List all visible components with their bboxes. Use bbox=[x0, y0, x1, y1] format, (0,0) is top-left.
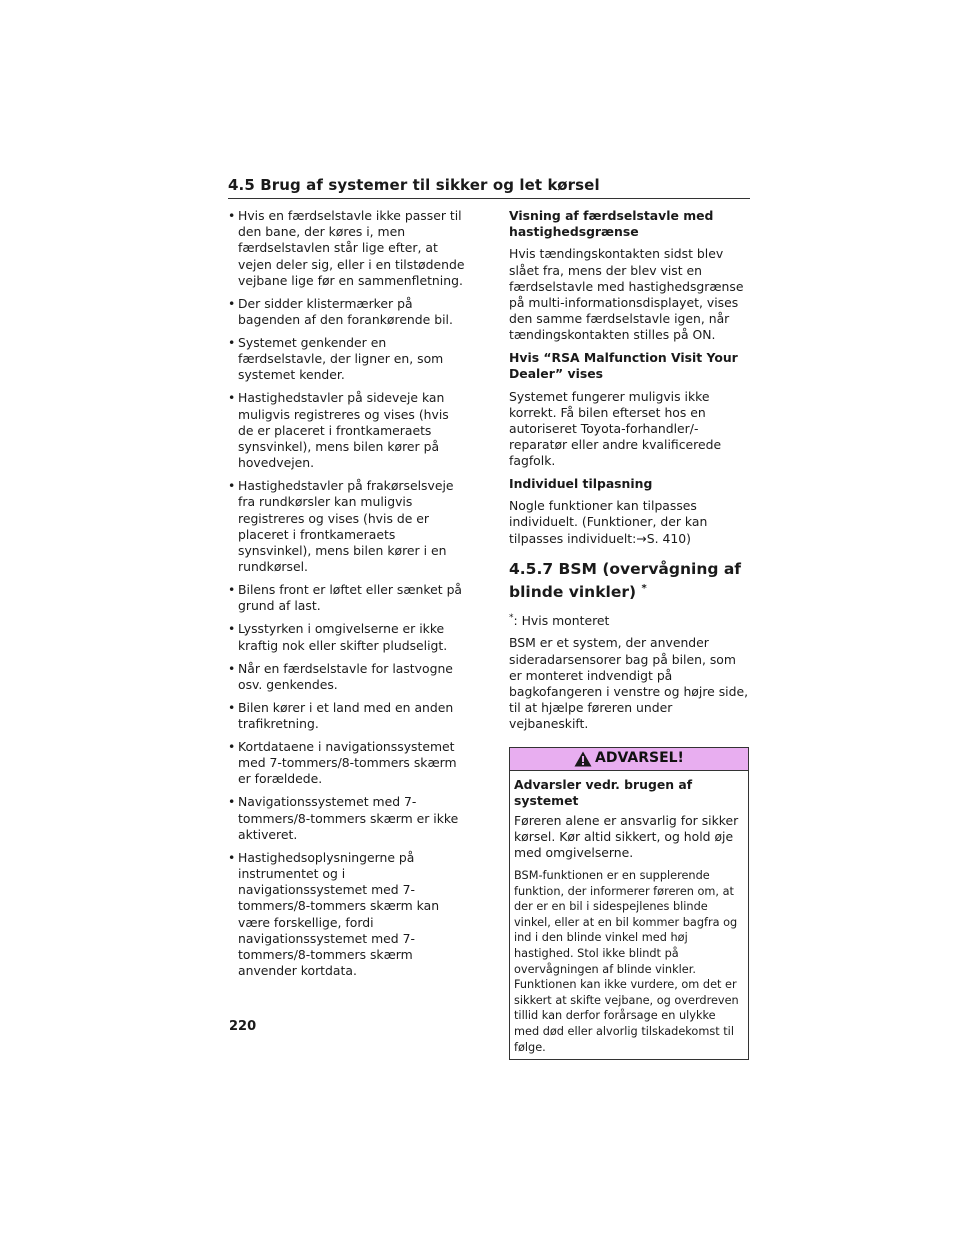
paragraph-customization: Nogle funktioner kan tilpasses individuelt. (Funktioner, der kan tilpasses individuelt:→S. 410) bbox=[509, 498, 708, 546]
condition-list bbox=[228, 208, 468, 980]
left-column bbox=[228, 208, 468, 986]
warning-body bbox=[510, 771, 748, 1060]
section-title-text: 4.5.7 BSM (overvågning af blinde vinkler) bbox=[509, 559, 742, 602]
subheading-customization: Individuel tilpasning bbox=[509, 476, 653, 492]
warning-label: ADVARSEL! bbox=[595, 750, 684, 767]
list-item: • Der sidder klistermærker på bagenden af den forankørende bil. bbox=[228, 296, 468, 328]
subheading-speed-sign: Visning af færdselstavle med hastighedsgrænse bbox=[509, 208, 714, 240]
warning-icon bbox=[574, 751, 592, 767]
list-item: • Kortdataene i navigationssystemet med 7-tommers/8-tommers skærm er forældede. bbox=[228, 739, 468, 788]
right-column bbox=[509, 208, 749, 1060]
list-item: • Hastighedstavler på sideveje kan muligvis registreres og vises (hvis de er placeret i frontkameraets synsvinkel), mens bilen kører på hovedvejen. bbox=[228, 390, 468, 471]
paragraph-malfunction: Systemet fungerer muligvis ikke korrekt. Få bilen efterset hos en autoriseret Toyota-forhandler/-reparatør eller andre kvalificerede fagfolk. bbox=[509, 388, 722, 469]
list-item: • Navigationssystemet med 7-tommers/8-tommers skærm er ikke aktiveret. bbox=[228, 794, 468, 843]
list-item: • Lysstyrken i omgivelserne er ikke kraftig nok eller skifter pludseligt. bbox=[228, 621, 468, 653]
footnote-star: * bbox=[509, 613, 514, 624]
section-header: 4.5 Brug af systemer til sikker og let kørsel bbox=[228, 176, 750, 199]
footnote bbox=[509, 610, 749, 629]
paragraph-bsm-intro: BSM er et system, der anvender sideradarsensorer bag på bilen, som er monteret indvendigt på bagkofangeren i venstre og højre side, til at hjælpe føreren under vejbaneskift. bbox=[509, 635, 749, 732]
footnote-text: : Hvis monteret bbox=[513, 613, 610, 629]
list-item: • Bilens front er løftet eller sænket på grund af last. bbox=[228, 582, 468, 614]
warning-heading: Advarsler vedr. brugen af systemet bbox=[514, 776, 693, 808]
page-number: 220 bbox=[229, 1019, 257, 1034]
section-title-bsm bbox=[509, 559, 749, 602]
warning-box bbox=[509, 747, 749, 1061]
list-item: • Hastighedstavler på frakørselsveje fra rundkørsler kan muligvis registreres og vises (hvis de er placeret i frontkameraets synsvinkel), mens bilen kører i en rundkørsel. bbox=[228, 478, 468, 575]
list-item: • Hastighedsoplysningerne på instrumentet og i navigationssystemet med 7-tommers/8-tommers skærm kan være forskellige, fordi navigationssystemet med 7-tommers/8-tommers skærm anvender kortdata. bbox=[228, 850, 468, 980]
list-item: • Bilen kører i et land med en anden trafikretning. bbox=[228, 700, 468, 732]
paragraph-speed-sign: Hvis tændingskontakten sidst blev slået fra, mens der blev vist en færdselstavle med hastighedsgrænse på multi-informationsdisplayet, vises den samme færdselstavle igen, når tændingskontakten stilles på ON. bbox=[509, 246, 744, 343]
list-item: • Hvis en færdselstavle ikke passer til den bane, der køres i, men færdselstavlen står lige efter, at vejen deler sig, eller i en tilstødende vejbane lige før en sammenfletning. bbox=[228, 208, 468, 289]
warning-text-2: BSM-funktionen er en supplerende funktion, der informerer føreren om, at der er en bil i sidespejlenes blinde vinkel, eller at en bil kommer bagfra og ind i den blinde vinkel med høj hastighed. Stol ikke blindt på overvågningen af blinde vinkler. Funktionen kan ikke vurdere, om det er sikkert at skifte vejbane, og overdreven tillid kan derfor forårsage en ulykke med død eller alvorlig tilskadekomst til følge. bbox=[514, 869, 739, 1054]
warning-header bbox=[510, 748, 748, 771]
section-title-star: * bbox=[641, 582, 647, 594]
subheading-malfunction: Hvis “RSA Malfunction Visit Your Dealer” vises bbox=[509, 350, 738, 382]
list-item: • Når en færdselstavle for lastvogne osv. genkendes. bbox=[228, 661, 468, 693]
warning-text-1: Føreren alene er ansvarlig for sikker kørsel. Kør altid sikkert, og hold øje med omgivelserne. bbox=[514, 812, 739, 861]
list-item: • Systemet genkender en færdselstavle, der ligner en, som systemet kender. bbox=[228, 335, 468, 384]
